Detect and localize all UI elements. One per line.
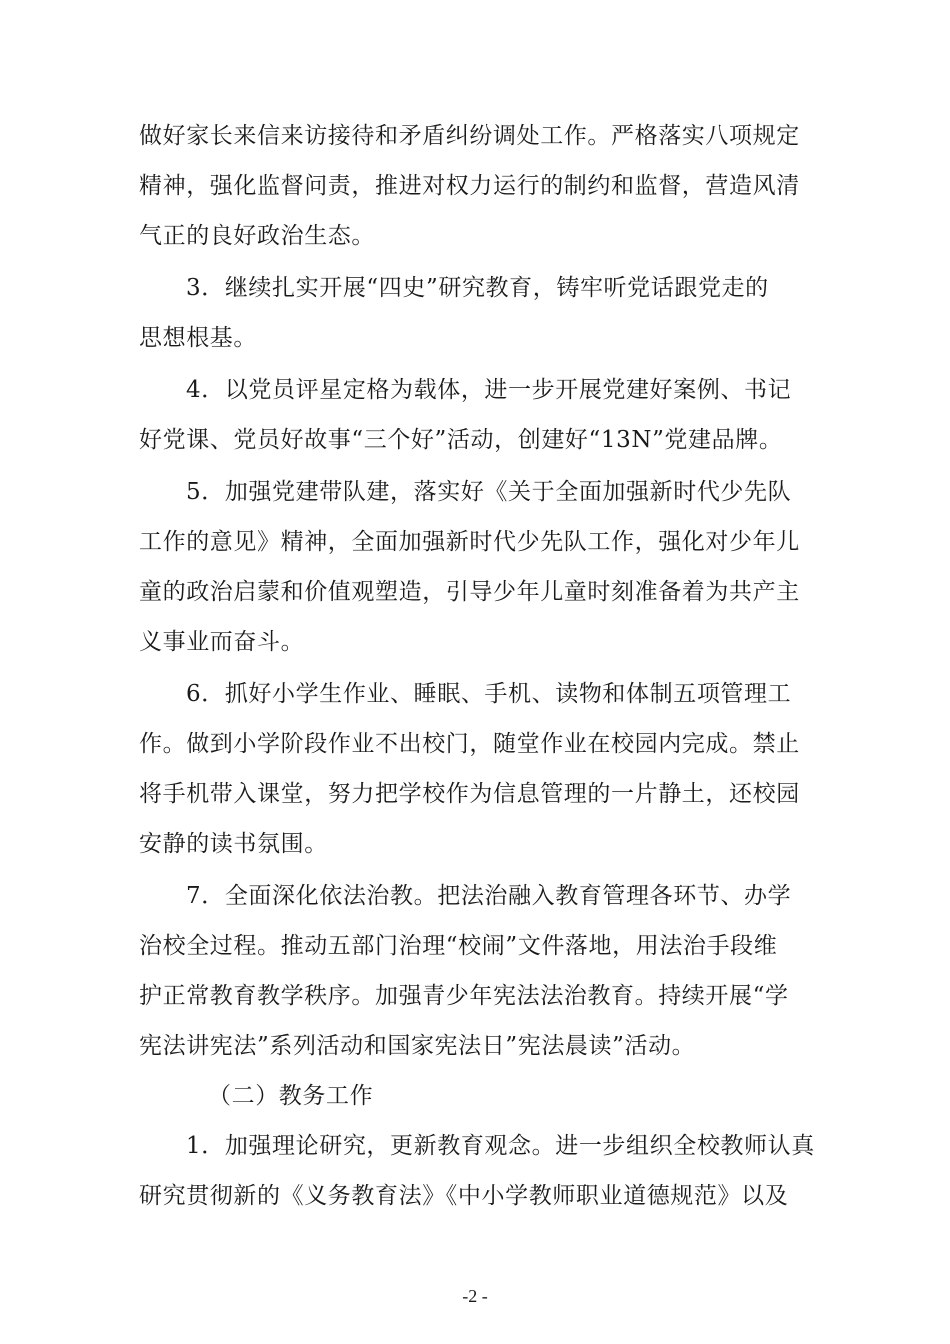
text-line: 安静的读书氛围。 <box>139 831 328 857</box>
text-line: 护正常教育教学秩序。加强青少年宪法法治教育。持续开展“学 <box>139 983 789 1009</box>
text-line: 4．以党员评星定格为载体，进一步开展党建好案例、书记 <box>186 377 792 403</box>
text-line: 精神，强化监督问责，推进对权力运行的制约和监督，营造风清 <box>139 173 800 199</box>
text-line: 治校全过程。推动五部门治理“校闹”文件落地，用法治手段维 <box>139 933 778 959</box>
text-line: 思想根基。 <box>139 325 257 351</box>
text-line: 好党课、党员好故事“三个好”活动，创建好“13N”党建品牌。 <box>139 427 783 453</box>
text-line: 研究贯彻新的《义务教育法》《中小学教师职业道德规范》以及 <box>139 1183 789 1209</box>
text-line: 气正的良好政治生态。 <box>139 223 375 249</box>
text-line: 工作的意见》精神，全面加强新时代少先队工作，强化对少年儿 <box>139 529 800 555</box>
text-line: 做好家长来信来访接待和矛盾纠纷调处工作。严格落实八项规定 <box>139 123 800 149</box>
text-line: 5．加强党建带队建，落实好《关于全面加强新时代少先队 <box>186 479 792 505</box>
text-line: 义事业而奋斗。 <box>139 629 305 655</box>
text-line: 作。做到小学阶段作业不出校门，随堂作业在校园内完成。禁止 <box>139 731 800 757</box>
page-number: -2 - <box>462 1286 488 1306</box>
text-line: 1．加强理论研究，更新教育观念。进一步组织全校教师认真 <box>186 1133 815 1159</box>
section-heading: （二）教务工作 <box>208 1083 374 1109</box>
text-line: 将手机带入课堂，努力把学校作为信息管理的一片静土，还校园 <box>139 781 800 807</box>
text-line: 7．全面深化依法治教。把法治融入教育管理各环节、办学 <box>186 883 792 909</box>
text-line: 3．继续扎实开展“四史”研究教育，铸牢听党话跟党走的 <box>186 275 769 301</box>
text-line: 童的政治启蒙和价值观塑造，引导少年儿童时刻准备着为共产主 <box>139 579 800 605</box>
text-line: 宪法讲宪法”系列活动和国家宪法日”宪法晨读”活动。 <box>139 1033 696 1059</box>
text-line: 6．抓好小学生作业、睡眠、手机、读物和体制五项管理工 <box>186 681 792 707</box>
